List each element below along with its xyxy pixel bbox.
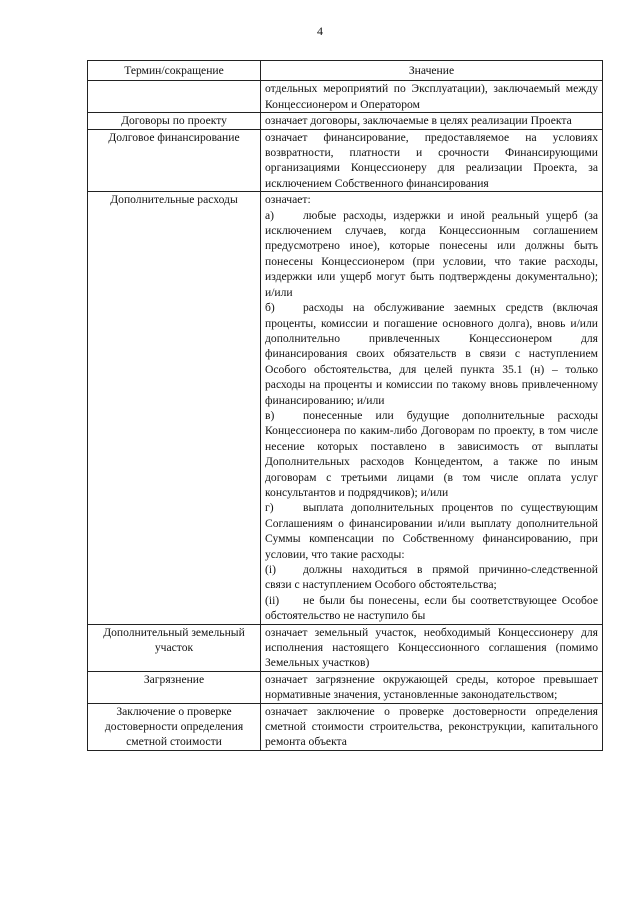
list-item-text: не были бы понесены, если бы соответствующее Особое обстоятельство не наступило бы: [265, 593, 598, 623]
list-item: [265, 408, 598, 500]
meaning-cell: означает договоры, заключаемые в целях реализации Проекта: [261, 113, 603, 129]
list-marker: (ii): [265, 593, 280, 607]
list-item-text: выплата дополнительных процентов по существующим Соглашениям о финансировании и/или выплату дополнительной Суммы компенсации по Собственному финансированию, при условии, что такие расходы:: [265, 501, 598, 561]
list-item: [265, 593, 598, 624]
terms-table: [87, 60, 603, 751]
term-cell: Загрязнение: [88, 671, 261, 703]
list-item-text: понесенные или будущие дополнительные расходы Концессионера по каким-либо Договорам по проекту, в том числе несение которых поставлено в зависимость от выплаты Дополнительных расходов Концедентом, а также по иным договорам с третьими лицами (в том числе оплата услуг консультантов и подрядчиков); и/или: [265, 408, 598, 499]
header-meaning: Значение: [261, 61, 603, 81]
table-header-row: [88, 61, 603, 81]
page-number: 4: [317, 24, 323, 38]
term-cell: Договоры по проекту: [88, 113, 261, 129]
table-row: [88, 703, 603, 750]
meaning-cell: означает загрязнение окружающей среды, которое превышает нормативные значения, установленные законодательством;: [261, 671, 603, 703]
list-marker: б): [265, 301, 275, 315]
meaning-cell: отдельных мероприятий по Эксплуатации), заключаемый между Концессионером и Оператором: [261, 81, 603, 113]
meaning-cell: означает финансирование, предоставляемое на условиях возвратности, платности и срочности Финансирующими организациями Концессионеру для реализации Проекта, за исключением Собственного финансирования: [261, 129, 603, 192]
list-item: [265, 208, 598, 300]
list-item: [265, 300, 598, 408]
table-row: [88, 81, 603, 113]
list-marker: г): [265, 501, 274, 515]
table-row: [88, 192, 603, 624]
list-marker: а): [265, 208, 275, 222]
term-cell: Дополнительный земельный участок: [88, 624, 261, 671]
table-row: [88, 671, 603, 703]
list-item-text: расходы на обслуживание заемных средств (включая проценты, комиссии и погашение основного долга), вновь и/или дополнительно привлеченных Концессионером для финансирования своих обязательств в связи с наступлением Особого обстоятельства, для целей пункта 35.1 (н) – только расходы на проценты и комиссии по такому вновь привлеченному финансированию; и/или: [265, 301, 598, 407]
list-item: [265, 562, 598, 593]
meaning-cell: означает заключение о проверке достоверности определения сметной стоимости строительства, реконструкции, капитального ремонта объекта: [261, 703, 603, 750]
term-cell: Долговое финансирование: [88, 129, 261, 192]
meaning-cell: [261, 192, 603, 624]
term-cell: Заключение о проверке достоверности определения сметной стоимости: [88, 703, 261, 750]
term-cell: [88, 81, 261, 113]
list-item: [265, 500, 598, 562]
list-marker: в): [265, 408, 275, 422]
table-row: [88, 129, 603, 192]
list-marker: (i): [265, 563, 276, 576]
term-cell: Дополнительные расходы: [88, 192, 261, 624]
list-item-text: любые расходы, издержки и иной реальный ущерб (за исключением случаев, когда Концессионным соглашением предусмотрено иное), которые понесены или должны быть понесены Концессионером (при условии, что такие расходы, издержки или ущерб могут быть подтверждены документально); и/или: [265, 208, 598, 299]
header-term: Термин/сокращение: [88, 61, 261, 81]
meaning-cell: означает земельный участок, необходимый Концессионеру для исполнения настоящего Концессионного соглашения (помимо Земельных участков): [261, 624, 603, 671]
meaning-intro: означает:: [265, 193, 311, 207]
table-row: [88, 624, 603, 671]
table-row: [88, 113, 603, 129]
list-item-text: должны находиться в прямой причинно-следственной связи с наступлением Особого обстоятельства;: [265, 563, 598, 592]
